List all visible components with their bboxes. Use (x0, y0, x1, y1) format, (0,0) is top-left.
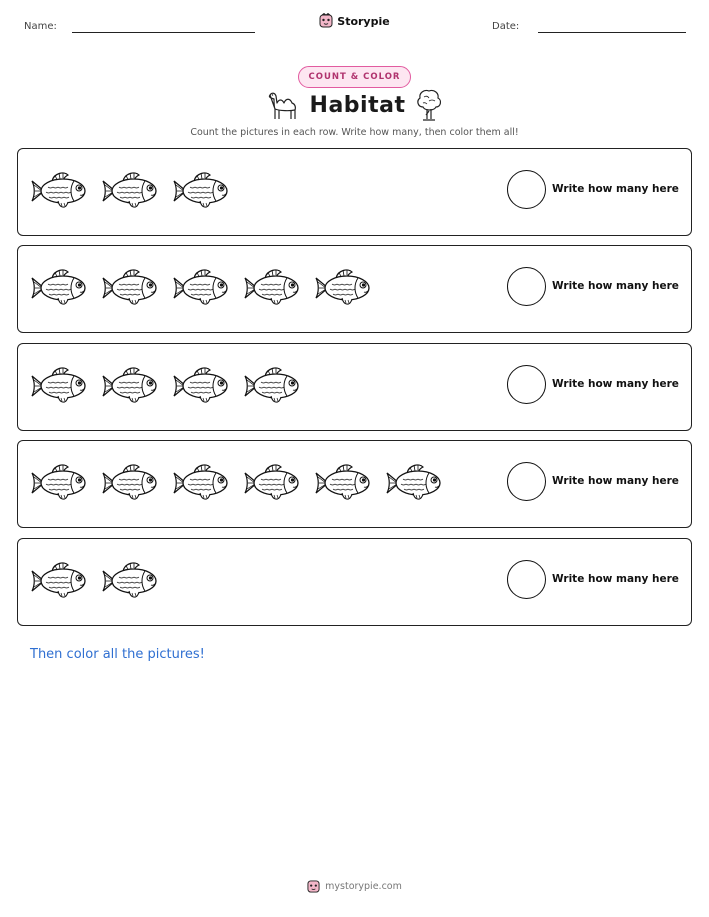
footer (0, 879, 709, 894)
fish-icon (172, 459, 232, 507)
name-label: Name: (24, 21, 57, 32)
fish-icon (101, 167, 161, 215)
fish-icon (30, 167, 90, 215)
storypie-logo-icon (307, 879, 320, 894)
counting-row (17, 343, 692, 431)
counting-row (17, 148, 692, 236)
fish-group (30, 362, 303, 410)
fish-group (30, 557, 161, 605)
fish-group (30, 264, 374, 312)
date-line[interactable] (538, 32, 686, 33)
fish-icon (172, 264, 232, 312)
fish-icon (314, 459, 374, 507)
write-how-many-label: Write how many here (552, 475, 679, 487)
brand (0, 13, 709, 29)
fish-group (30, 459, 445, 507)
answer-circle[interactable] (507, 170, 546, 209)
write-how-many-label: Write how many here (552, 573, 679, 585)
footer-site: mystorypie.com (325, 881, 402, 892)
fish-icon (243, 264, 303, 312)
answer-circle[interactable] (507, 462, 546, 501)
fish-icon (172, 362, 232, 410)
answer-circle[interactable] (507, 365, 546, 404)
write-how-many-label: Write how many here (552, 378, 679, 390)
storypie-logo-icon (319, 13, 333, 29)
instructions: Count the pictures in each row. Write how many, then color them all! (190, 127, 519, 138)
fish-group (30, 167, 232, 215)
fish-icon (243, 459, 303, 507)
name-line[interactable] (72, 32, 255, 33)
answer-circle[interactable] (507, 267, 546, 306)
fish-icon (30, 459, 90, 507)
date-label: Date: (492, 21, 520, 32)
answer-circle[interactable] (507, 560, 546, 599)
camel-icon (266, 89, 300, 121)
fish-icon (30, 264, 90, 312)
fish-icon (101, 264, 161, 312)
write-how-many-label: Write how many here (552, 183, 679, 195)
page-title: Habitat (309, 92, 406, 118)
brand-name: Storypie (337, 14, 390, 28)
tree-icon (415, 88, 443, 122)
fish-icon (101, 362, 161, 410)
counting-row (17, 538, 692, 626)
fish-icon (30, 362, 90, 410)
title-row (0, 88, 709, 122)
fish-icon (101, 459, 161, 507)
fish-icon (172, 167, 232, 215)
write-how-many-label: Write how many here (552, 280, 679, 292)
counting-row (17, 245, 692, 333)
fish-icon (314, 264, 374, 312)
fish-icon (385, 459, 445, 507)
fish-icon (30, 557, 90, 605)
fish-icon (101, 557, 161, 605)
color-instruction: Then color all the pictures! (30, 647, 205, 662)
fish-icon (243, 362, 303, 410)
category-badge: COUNT & COLOR (298, 66, 412, 88)
counting-row (17, 440, 692, 528)
